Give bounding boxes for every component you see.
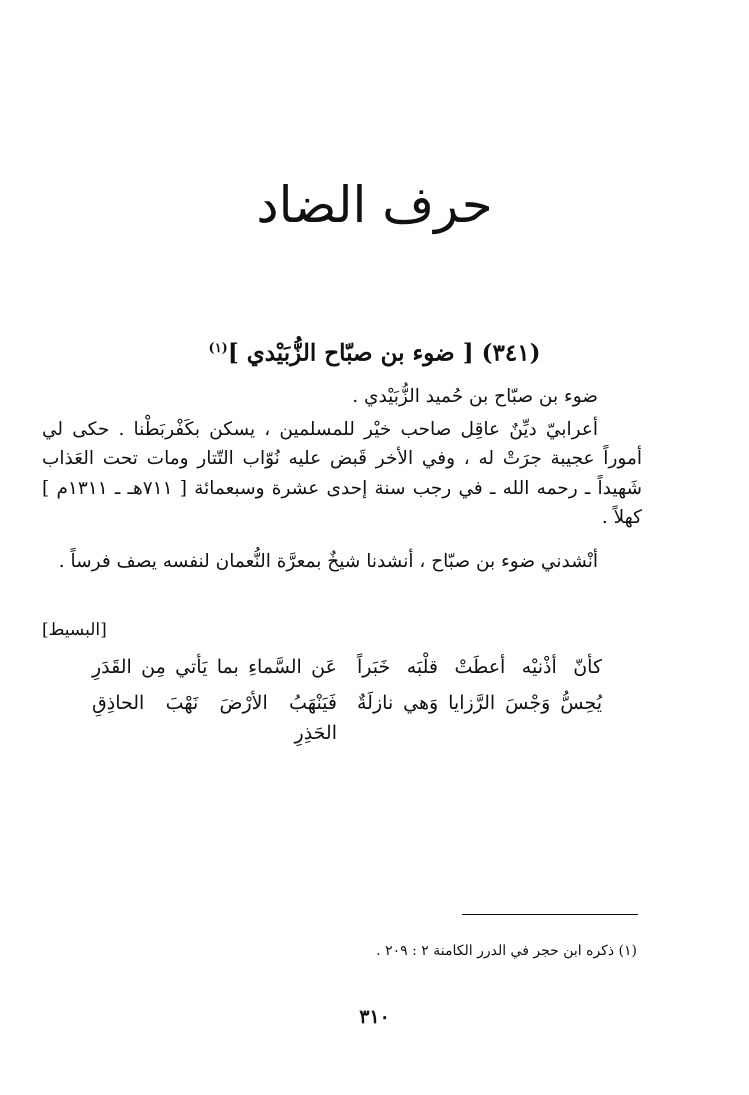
entry-body xyxy=(42,382,642,576)
page-number: ٣١٠ xyxy=(359,1006,390,1028)
chapter-title: حرف الضاد xyxy=(256,176,493,234)
verse-second-hemistich: عَن السَّماءِ بما يَأتي مِن القَدَرِ xyxy=(92,656,337,678)
recitation-paragraph: أنْشدني ضوء بن صبّاح ، أنشدنا شيخٌ بمعرَّة النُّعمان لنفسه يصف فرساً . xyxy=(58,550,598,572)
verse-line xyxy=(92,652,602,682)
footnote-marker: (١) xyxy=(208,341,228,356)
entry-heading xyxy=(0,332,749,371)
verse-second-hemistich: فَيَنْهَبُ الأرْضَ نَهْبَ الحاذِقِ الحَذِرِ xyxy=(92,692,337,744)
poetic-meter-label: [البسيط] xyxy=(42,620,107,640)
biography-paragraph: أعرابيّ ديِّنٌ عاقِل صاحب خيْر للمسلمين ، يسكن بكَفْربَطْنا . حكى لي أموراً عجيبة جرَتْ له ، وفي الأخر قَبض عليه نُوّاب التّتار ومات تحت العَذاب شَهيداً ـ رحمه الله ـ في رجب سنة إحدى عشرة وسبعمائة [ ٧١١هـ ـ ١٣١١م ] كهلاً . xyxy=(42,418,642,528)
verse-line xyxy=(92,688,602,744)
entry-name: [ ضوء بن صبّاح الزُّبَيْدي ] xyxy=(227,339,474,367)
verse-first-hemistich: يُحِسُّ وَجْسَ الرَّزايا وَهي نازلَةٌ xyxy=(357,692,602,714)
verse-first-hemistich: كأنّ أذْنيْه أعطَتْ قلْبَه خَبَراً xyxy=(357,656,602,678)
entry-number: (٣٤١) xyxy=(481,339,541,367)
full-name-paragraph: ضوء بن صبّاح بن حُميد الزُّبَيْدي . xyxy=(352,386,598,407)
footnote-divider xyxy=(462,914,638,915)
footnote: (١) ذكره ابن حجر في الدرر الكامنة ٢ : ٢٠٩ . xyxy=(376,943,637,959)
